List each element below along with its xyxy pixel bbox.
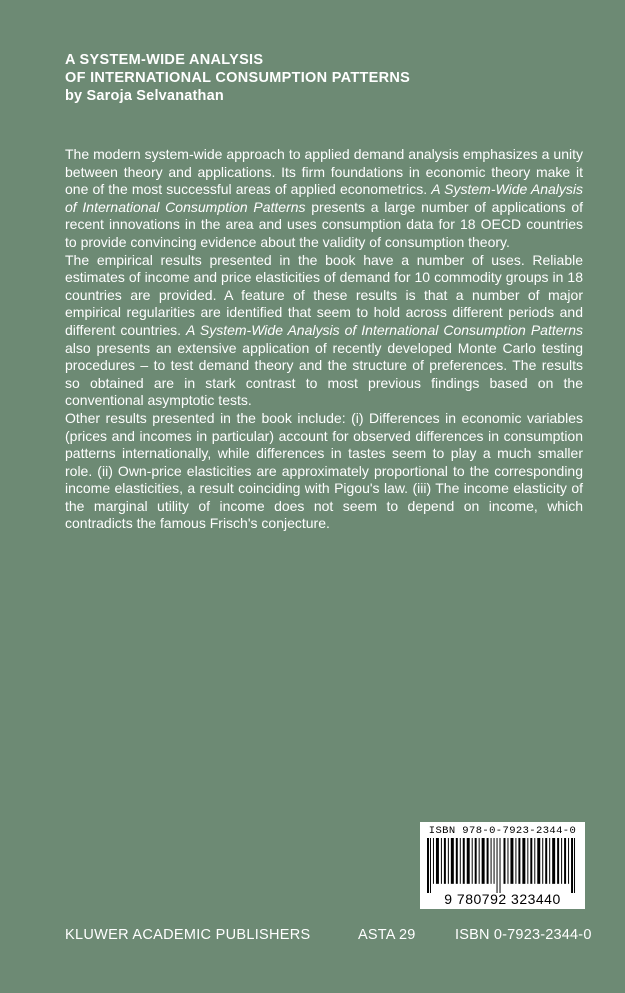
title-block (65, 52, 585, 106)
blurb-p2-text-a: The empirical results presented in the book have a number of uses. Reliable estimates of income and price elasticities of demand for 10 commodity groups in 18 countries are provided. A feature of these results is that a number of major empirical regularities are identified that seem to hold across different periods and different countries. (65, 251, 583, 338)
blurb-paragraph-1 (65, 146, 583, 252)
blurb-p2-text-b: also presents an extensive application of recently developed Monte Carlo testing procedures – to test demand theory and the structure of preferences. The results so obtained are in stark contrast to most previous findings based on the conventional asymptotic tests. (65, 339, 583, 409)
book-author: by Saroja Selvanathan (65, 88, 224, 104)
book-title-line-2: OF INTERNATIONAL CONSUMPTION PATTERNS (65, 69, 411, 86)
series-code: ASTA 29 (358, 927, 416, 943)
blurb-p2-title-italic: A System-Wide Analysis of International Consumption Patterns (186, 321, 583, 338)
isbn-barcode (420, 822, 585, 909)
blurb-p1-text-b: presents a large number of applications of recent innovations in the area and uses consumption data for 18 OECD countries to provide convincing evidence about the validity of consumption theory. (65, 198, 583, 250)
blurb-text (65, 146, 583, 533)
barcode-isbn-label: ISBN 978-0-7923-2344-0 (428, 825, 577, 837)
blurb-paragraph-2 (65, 252, 583, 410)
barcode-bars (427, 838, 578, 893)
book-title-line-1: A SYSTEM-WIDE ANALYSIS (65, 52, 264, 68)
blurb-p1-text-a: The modern system-wide approach to applied demand analysis emphasizes a unity between theory and applications. Its firm foundations in economic theory make it one of the most successful areas of applied econometrics. (65, 146, 583, 198)
footer-isbn: ISBN 0-7923-2344-0 (455, 927, 592, 943)
blurb-p1-title-italic: A System-Wide Analysis of International Consumption Patterns (65, 181, 583, 215)
blurb-paragraph-3: Other results presented in the book include: (i) Differences in economic variables (prices and incomes in particular) account for observed differences in consumption patterns internationally, while differences in tastes seem to play a much smaller role. (ii) Own-price elasticities are approximately proportional to the corresponding income elasticities, a result coinciding with Pigou's law. (iii) The income elasticity of the marginal utility of income does not seem to depend on income, which contradicts the famous Frisch's conjecture. (65, 409, 583, 532)
footer (65, 927, 592, 945)
publisher-name: KLUWER ACADEMIC PUBLISHERS (65, 927, 311, 943)
barcode-digits: 9 780792 323440 (444, 891, 561, 907)
